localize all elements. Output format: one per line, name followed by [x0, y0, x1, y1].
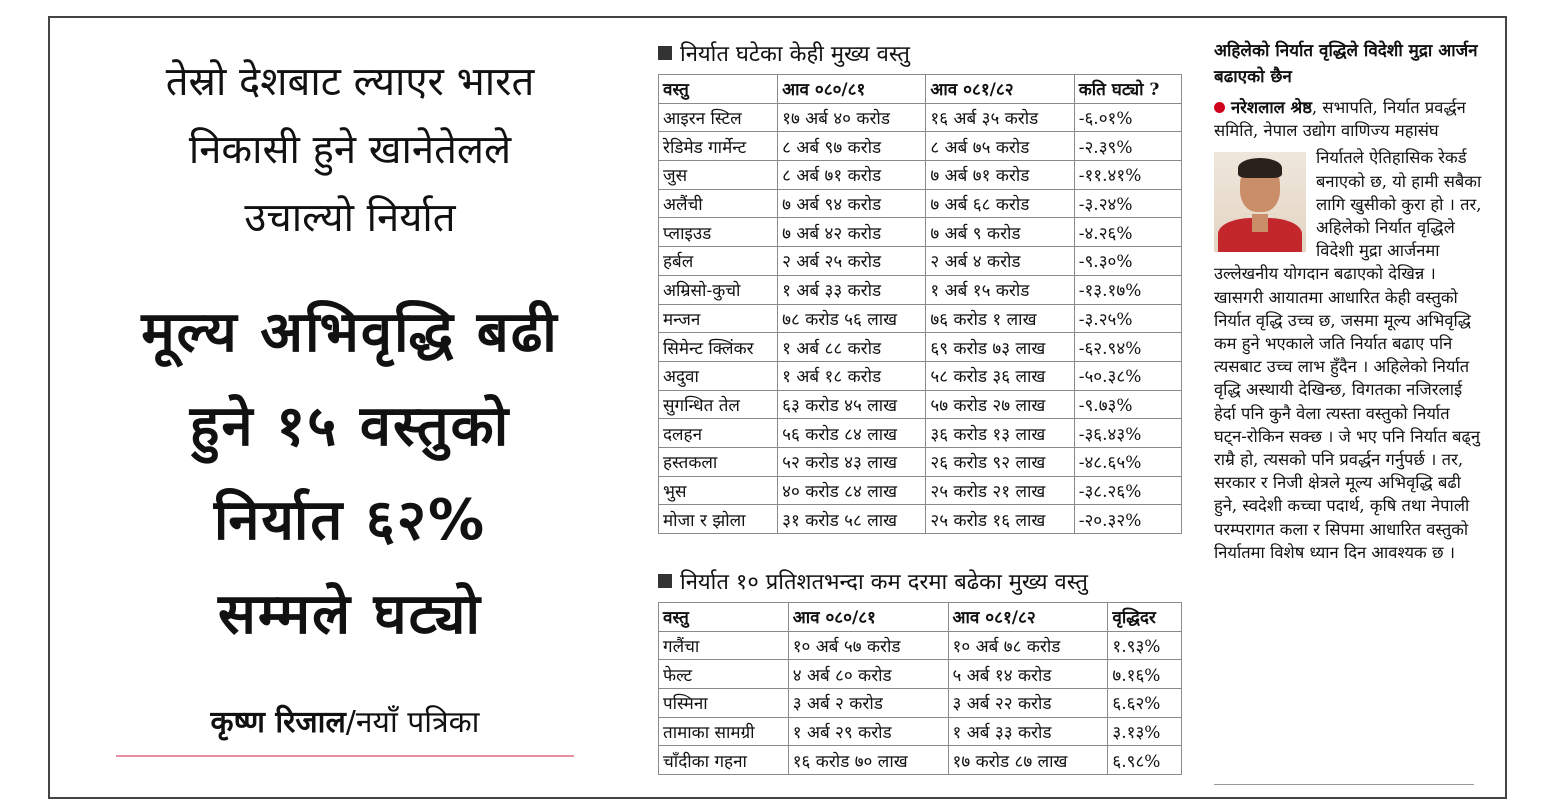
- table-cell: अम्रिसो-कुचो: [659, 275, 778, 304]
- table-title-text: निर्यात घटेका केही मुख्य वस्तु: [680, 42, 910, 67]
- table-row: [659, 132, 1182, 161]
- column-header: आव ०८०/८१: [778, 75, 926, 104]
- table-cell: १ अर्ब ८८ करोड: [778, 333, 926, 362]
- table-cell: भुस: [659, 476, 778, 505]
- table-row: [659, 390, 1182, 419]
- table-cell: अदुवा: [659, 361, 778, 390]
- table-cell: ६.९८%: [1108, 746, 1182, 775]
- table-header-row: [659, 75, 1182, 104]
- table-row: [659, 247, 1182, 276]
- table-cell: २६ करोड ९२ लाख: [926, 447, 1074, 476]
- table-cell: ३६ करोड १३ लाख: [926, 419, 1074, 448]
- table-cell: ५७ करोड २७ लाख: [926, 390, 1074, 419]
- table-row: [659, 218, 1182, 247]
- byline: [116, 700, 574, 757]
- table-row: [659, 505, 1182, 534]
- table-cell: -३.२४%: [1074, 189, 1181, 218]
- red-dot-icon: [1214, 102, 1225, 113]
- table-cell: ८ अर्ब ७१ करोड: [778, 161, 926, 190]
- table-title-text: निर्यात १० प्रतिशतभन्दा कम दरमा बढेका मुख्य वस्तु: [680, 570, 1088, 595]
- table-cell: १६ अर्ब ३५ करोड: [926, 103, 1074, 132]
- table-row: [659, 275, 1182, 304]
- table-cell: सिमेन्ट क्लिंकर: [659, 333, 778, 362]
- table-cell: -५०.३८%: [1074, 361, 1181, 390]
- table-cell: फेल्ट: [659, 660, 789, 689]
- table-title: [658, 566, 1182, 596]
- growing-exports-block: [658, 566, 1182, 775]
- column-header: आव ०८१/८२: [926, 75, 1074, 104]
- table-cell: गलैंचा: [659, 631, 789, 660]
- table-cell: १ अर्ब २९ करोड: [788, 717, 948, 746]
- table-cell: -३६.४३%: [1074, 419, 1181, 448]
- column-header: आव ०८१/८२: [948, 603, 1108, 632]
- table-cell: मोजा र झोला: [659, 505, 778, 534]
- table-cell: ७ अर्ब ९ करोड: [926, 218, 1074, 247]
- subheadline-line: तेस्रो देशबाट ल्याएर भारत: [165, 59, 535, 105]
- table-cell: हस्तकला: [659, 447, 778, 476]
- table-cell: प्लाइउड: [659, 218, 778, 247]
- declining-exports-table: [658, 74, 1182, 534]
- sidebar-title: अहिलेको निर्यात वृद्धिले विदेशी मुद्रा आर्जन बढाएको छैन: [1214, 41, 1478, 87]
- table-cell: तामाका सामग्री: [659, 717, 789, 746]
- table-cell: हर्बल: [659, 247, 778, 276]
- table-cell: १ अर्ब ३३ करोड: [778, 275, 926, 304]
- table-row: [659, 717, 1182, 746]
- table-cell: २५ करोड २१ लाख: [926, 476, 1074, 505]
- table-cell: ७ अर्ब ७१ करोड: [926, 161, 1074, 190]
- table-cell: चाँदीका गहना: [659, 746, 789, 775]
- growing-exports-table: [658, 602, 1182, 775]
- table-cell: १७ अर्ब ४० करोड: [778, 103, 926, 132]
- headline-line: हुने १५ वस्तुको: [189, 394, 511, 459]
- table-cell: मन्जन: [659, 304, 778, 333]
- person-photo: [1214, 152, 1306, 252]
- headline-line: मूल्य अभिवृद्धि बढी: [141, 300, 559, 365]
- table-row: [659, 746, 1182, 775]
- table-row: [659, 447, 1182, 476]
- table-cell: ५ अर्ब १४ करोड: [948, 660, 1108, 689]
- headline-column: [60, 40, 640, 662]
- table-cell: ६३ करोड ४५ लाख: [778, 390, 926, 419]
- column-header: आव ०८०/८१: [788, 603, 948, 632]
- table-cell: -३८.२६%: [1074, 476, 1181, 505]
- table-row: [659, 689, 1182, 718]
- table-cell: २ अर्ब ४ करोड: [926, 247, 1074, 276]
- table-cell: ७ अर्ब ६८ करोड: [926, 189, 1074, 218]
- subheadline-line: उचाल्यो निर्यात: [244, 195, 456, 241]
- table-cell: १ अर्ब ३३ करोड: [948, 717, 1108, 746]
- table-cell: रेडिमेड गार्मेन्ट: [659, 132, 778, 161]
- person-role: , सभापति, निर्यात प्रवर्द्धन समिति, नेपाल उद्योग वाणिज्य महासंघ: [1214, 98, 1466, 141]
- table-cell: ५८ करोड ३६ लाख: [926, 361, 1074, 390]
- table-row: [659, 333, 1182, 362]
- table-row: [659, 304, 1182, 333]
- table-cell: -२.३९%: [1074, 132, 1181, 161]
- table-cell: -१३.१७%: [1074, 275, 1181, 304]
- table-cell: ७ अर्ब ४२ करोड: [778, 218, 926, 247]
- table-cell: -६.०१%: [1074, 103, 1181, 132]
- table-cell: -६२.९४%: [1074, 333, 1181, 362]
- headline-line: सम्मले घट्यो: [218, 582, 482, 647]
- table-row: [659, 631, 1182, 660]
- table-cell: -४८.६५%: [1074, 447, 1181, 476]
- subheadline-line: निकासी हुने खानेतेलले: [188, 127, 512, 173]
- table-cell: ३ अर्ब २ करोड: [788, 689, 948, 718]
- table-row: [659, 476, 1182, 505]
- table-row: [659, 189, 1182, 218]
- column-header: वस्तु: [659, 75, 778, 104]
- table-cell: ३१ करोड ५८ लाख: [778, 505, 926, 534]
- table-cell: अलैंची: [659, 189, 778, 218]
- opinion-sidebar: [1214, 38, 1484, 564]
- table-cell: ७ अर्ब ९४ करोड: [778, 189, 926, 218]
- table-cell: ३ अर्ब २२ करोड: [948, 689, 1108, 718]
- quote-text: निर्यातले ऐतिहासिक रेकर्ड बनाएको छ, यो हामी सबैका लागि खुसीको कुरा हो । तर, अहिलेको निर्यात वृद्धिले विदेशी मुद्रा आर्जनमा उल्लेखनीय योगदान बढाएको देखिन्न । खासगरी आयातमा आधारित केही वस्तुको निर्यात वृद्धि उच्च छ, जसमा मूल्य अभिवृद्धि कम हुने भएकाले जति निर्यात बढाए पनि त्यसबाट उच्च लाभ हुँदैन । अहिलेको निर्यात वृद्धि अस्थायी देखिन्छ, विगतका नजिरलाई हेर्दा पनि कुनै वेला त्यस्ता वस्तुको निर्यात घट्न-रोकिन सक्छ । जे भए पनि निर्यात बढ्नु राम्रै हो, त्यसको पनि प्रवर्द्धन गर्नुपर्छ । तर, सरकार र निजी क्षेत्रले मूल्य अभिवृद्धि बढी हुने, स्वदेशी कच्चा पदार्थ, कृषि तथा नेपाली परम्परागत कला र सिपमा आधारित वस्तुको निर्यातमा विशेष ध्यान दिन आवश्यक छ ।: [1214, 148, 1482, 562]
- table-cell: २ अर्ब २५ करोड: [778, 247, 926, 276]
- table-cell: ५६ करोड ८४ लाख: [778, 419, 926, 448]
- table-cell: ८ अर्ब ९७ करोड: [778, 132, 926, 161]
- byline-publication: नयाँ पत्रिका: [355, 705, 480, 740]
- headline-line: निर्यात ६२%: [213, 488, 487, 553]
- byline-author: कृष्ण रिजाल: [210, 705, 346, 740]
- table-cell: १६ करोड ७० लाख: [788, 746, 948, 775]
- table-cell: ३.१३%: [1108, 717, 1182, 746]
- table-cell: १७ करोड ८७ लाख: [948, 746, 1108, 775]
- table-cell: १ अर्ब १५ करोड: [926, 275, 1074, 304]
- table-cell: -९.७३%: [1074, 390, 1181, 419]
- subheadline: [60, 40, 640, 252]
- person-name: नरेशलाल श्रेष्ठ: [1231, 98, 1312, 117]
- table-cell: ७.१६%: [1108, 660, 1182, 689]
- table-cell: ७६ करोड १ लाख: [926, 304, 1074, 333]
- square-bullet-icon: [658, 46, 672, 60]
- table-row: [659, 419, 1182, 448]
- table-row: [659, 660, 1182, 689]
- table-cell: १० अर्ब ५७ करोड: [788, 631, 948, 660]
- column-header: वृद्धिदर: [1108, 603, 1182, 632]
- table-cell: ८ अर्ब ७५ करोड: [926, 132, 1074, 161]
- table-cell: -२०.३२%: [1074, 505, 1181, 534]
- table-title: [658, 38, 1182, 68]
- table-row: [659, 161, 1182, 190]
- table-cell: सुगन्धित तेल: [659, 390, 778, 419]
- byline-separator: /: [345, 705, 356, 740]
- table-header-row: [659, 603, 1182, 632]
- table-cell: पस्मिना: [659, 689, 789, 718]
- table-cell: आइरन स्टिल: [659, 103, 778, 132]
- table-cell: ४० करोड ८४ लाख: [778, 476, 926, 505]
- table-cell: -९.३०%: [1074, 247, 1181, 276]
- table-cell: ७८ करोड ५६ लाख: [778, 304, 926, 333]
- table-cell: -४.२६%: [1074, 218, 1181, 247]
- column-header: कति घट्यो ?: [1074, 75, 1181, 104]
- table-cell: १० अर्ब ७८ करोड: [948, 631, 1108, 660]
- table-cell: -११.४१%: [1074, 161, 1181, 190]
- table-cell: दलहन: [659, 419, 778, 448]
- main-headline: [60, 286, 640, 662]
- person-credit: [1214, 96, 1484, 142]
- table-cell: ४ अर्ब ८० करोड: [788, 660, 948, 689]
- table-cell: ६९ करोड ७३ लाख: [926, 333, 1074, 362]
- table-cell: -३.२५%: [1074, 304, 1181, 333]
- column-header: वस्तु: [659, 603, 789, 632]
- table-row: [659, 361, 1182, 390]
- divider: [1214, 784, 1474, 785]
- table-cell: जुस: [659, 161, 778, 190]
- square-bullet-icon: [658, 574, 672, 588]
- table-cell: १.९३%: [1108, 631, 1182, 660]
- table-cell: २५ करोड १६ लाख: [926, 505, 1074, 534]
- table-cell: ६.६२%: [1108, 689, 1182, 718]
- declining-exports-block: [658, 38, 1182, 534]
- table-cell: ५२ करोड ४३ लाख: [778, 447, 926, 476]
- table-row: [659, 103, 1182, 132]
- table-cell: १ अर्ब १८ करोड: [778, 361, 926, 390]
